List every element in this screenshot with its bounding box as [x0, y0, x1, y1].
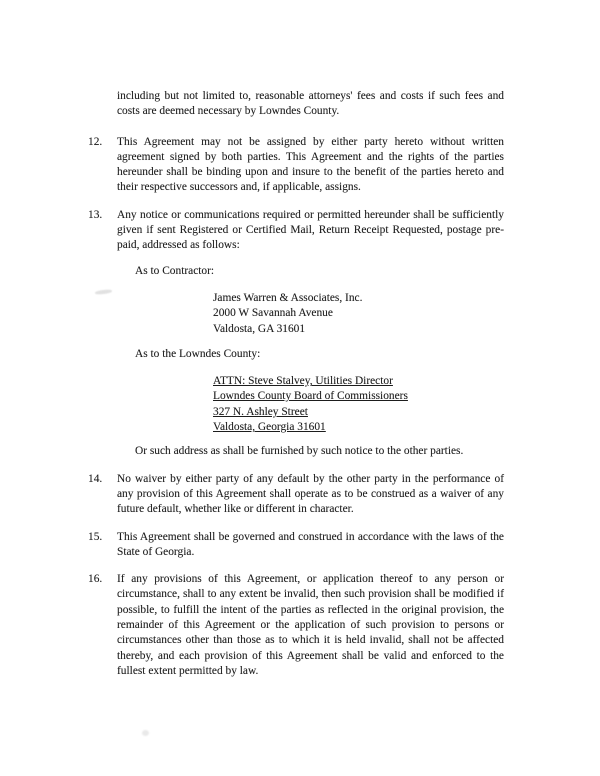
clause-number: 14.: [88, 472, 103, 485]
continuation-paragraph: including but not limited to, reasonable attorneys' fees and costs if such fees and costs are deemed necessary by Lowndes County.: [117, 90, 504, 118]
clause-text: This Agreement may not be assigned by either party hereto without written agreement signed by both parties. This Agreement and the rights of the parties hereunder shall be binding upon and insure to the benefit of the parties hereto and their respective successors and, if applicable, assigns.: [117, 135, 504, 194]
clause-text: If any provisions of this Agreement, or application thereof to any person or circumstance, shall to any extent be invalid, then such provision shall be modified if possible, to fulfill the intent of the parties as reflected in the original provision, the remainder of this Agreement or the application of such provision to persons or circumstances other than those as to which it is held invalid, shall not be affected thereby, and each provision of this Agreement shall be valid and enforced to the fullest extent permitted by law.: [117, 573, 504, 677]
contractor-notice-label: As to Contractor:: [135, 264, 215, 277]
clause-15: [88, 530, 504, 561]
contractor-address-line: 2000 W Savannah Avenue: [213, 307, 333, 320]
scan-artifact: [142, 730, 149, 736]
county-notice-label: As to the Lowndes County:: [135, 347, 261, 360]
clause-body: [117, 208, 504, 460]
contractor-address-block: [213, 291, 504, 337]
clause-number: 16.: [88, 573, 103, 586]
county-address-line: Lowndes County Board of Commissioners: [213, 390, 408, 403]
clause-13: [88, 208, 504, 460]
county-address-line: ATTN: Steve Stalvey, Utilities Director: [213, 375, 393, 388]
county-address-block: [213, 374, 504, 435]
document-content: [88, 89, 504, 691]
county-address-line: 327 N. Ashley Street: [213, 405, 308, 418]
clause-text: This Agreement shall be governed and construed in accordance with the laws of the State of Georgia.: [117, 530, 504, 558]
contractor-address-line: James Warren & Associates, Inc.: [213, 291, 363, 304]
county-address-line: Valdosta, Georgia 31601: [213, 421, 326, 434]
clause-number: 15.: [88, 530, 103, 543]
clause-number: 13.: [88, 208, 103, 221]
clause-16: [88, 572, 504, 679]
clause-text: Any notice or communications required or permitted hereunder shall be sufficiently given if sent Registered or Certified Mail, Return Receipt Requested, postage pre-paid, addressed as follows:: [117, 208, 504, 252]
clause-12: [88, 135, 504, 196]
fallback-address-notice: Or such address as shall be furnished by such notice to the other parties.: [135, 445, 464, 458]
clause-number: 12.: [88, 135, 103, 148]
clause-text: No waiver by either party of any default by the other party in the performance of any provision of this Agreement shall operate as to be construed as a waiver of any future default, whether like or different in character.: [117, 472, 504, 516]
clause-14: [88, 472, 504, 518]
contractor-address-line: Valdosta, GA 31601: [213, 322, 306, 335]
